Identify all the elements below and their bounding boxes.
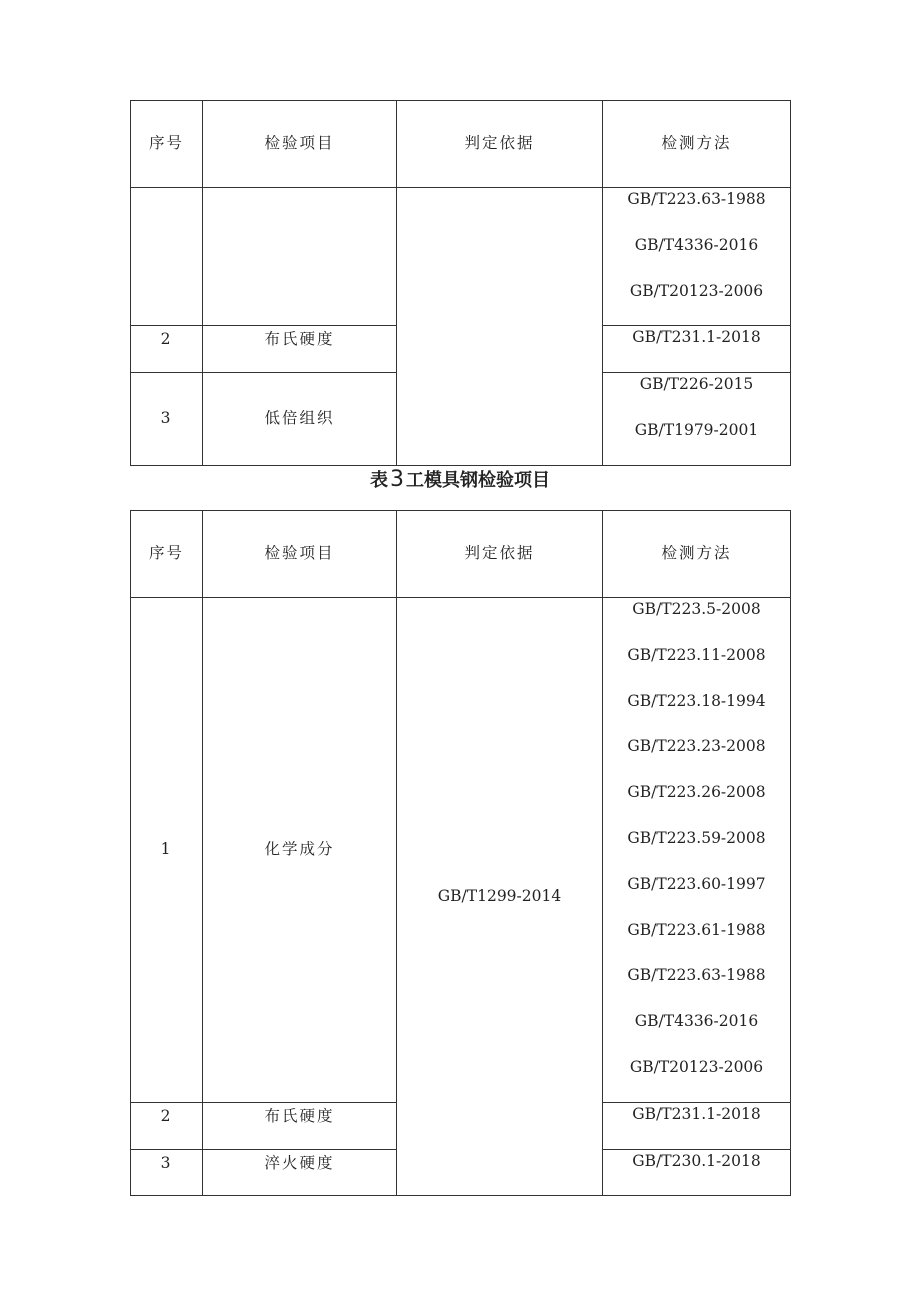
method-code: GB/T20123-2006 (629, 281, 764, 300)
basis-cell: GB/T1299-2014 (397, 598, 603, 1196)
method-cell (603, 326, 791, 373)
method-cell (603, 598, 791, 1103)
method-code: GB/T231.1-2018 (632, 1104, 761, 1123)
method-code: GB/T223.61-1988 (627, 920, 766, 939)
method-code: GB/T226-2015 (639, 375, 754, 394)
header-basis: 判定依据 (397, 511, 603, 598)
header-method: 检测方法 (603, 511, 791, 598)
method-code: GB/T223.5-2008 (632, 600, 761, 618)
header-method: 检测方法 (603, 101, 791, 188)
row-item: 化学成分 (203, 598, 397, 1103)
table-row (131, 188, 791, 326)
method-code: GB/T4336-2016 (634, 235, 759, 254)
basis-cell (397, 188, 603, 466)
header-item: 检验项目 (203, 511, 397, 598)
method-code: GB/T223.23-2008 (627, 737, 766, 756)
caption-text: 工模具钢检验项目 (406, 470, 550, 491)
method-code: GB/T230.1-2018 (632, 1151, 761, 1170)
row-no: 3 (131, 1149, 203, 1196)
caption-number: 3 (390, 467, 404, 492)
row-no: 1 (131, 598, 203, 1103)
row-item: 布氏硬度 (203, 326, 397, 373)
caption-prefix: 表 (370, 470, 388, 491)
row-no: 2 (131, 1102, 203, 1149)
row-no: 2 (131, 326, 203, 373)
method-code: GB/T223.26-2008 (627, 783, 766, 802)
row-no (131, 188, 203, 326)
table-row (131, 598, 791, 1103)
row-item: 低倍组织 (203, 373, 397, 466)
table-3 (130, 510, 791, 1196)
row-item: 淬火硬度 (203, 1149, 397, 1196)
method-code: GB/T20123-2006 (629, 1057, 764, 1076)
header-item: 检验项目 (203, 101, 397, 188)
method-cell (603, 1149, 791, 1196)
header-basis: 判定依据 (397, 101, 603, 188)
method-code: GB/T223.11-2008 (627, 645, 766, 664)
method-code: GB/T4336-2016 (634, 1012, 759, 1031)
method-code: GB/T223.18-1994 (627, 691, 766, 710)
method-code: GB/T223.63-1988 (627, 190, 766, 208)
header-no: 序号 (131, 101, 203, 188)
table-continued (130, 100, 791, 466)
method-code: GB/T231.1-2018 (632, 328, 761, 347)
header-no: 序号 (131, 511, 203, 598)
row-item (203, 188, 397, 326)
method-cell (603, 373, 791, 466)
method-code: GB/T223.60-1997 (627, 874, 766, 893)
method-code: GB/T223.63-1988 (627, 966, 766, 985)
method-code: GB/T1979-2001 (634, 420, 759, 439)
table-caption (0, 466, 920, 492)
row-no: 3 (131, 373, 203, 466)
method-cell (603, 1102, 791, 1149)
row-item: 布氏硬度 (203, 1102, 397, 1149)
method-cell (603, 188, 791, 326)
method-code: GB/T223.59-2008 (627, 828, 766, 847)
